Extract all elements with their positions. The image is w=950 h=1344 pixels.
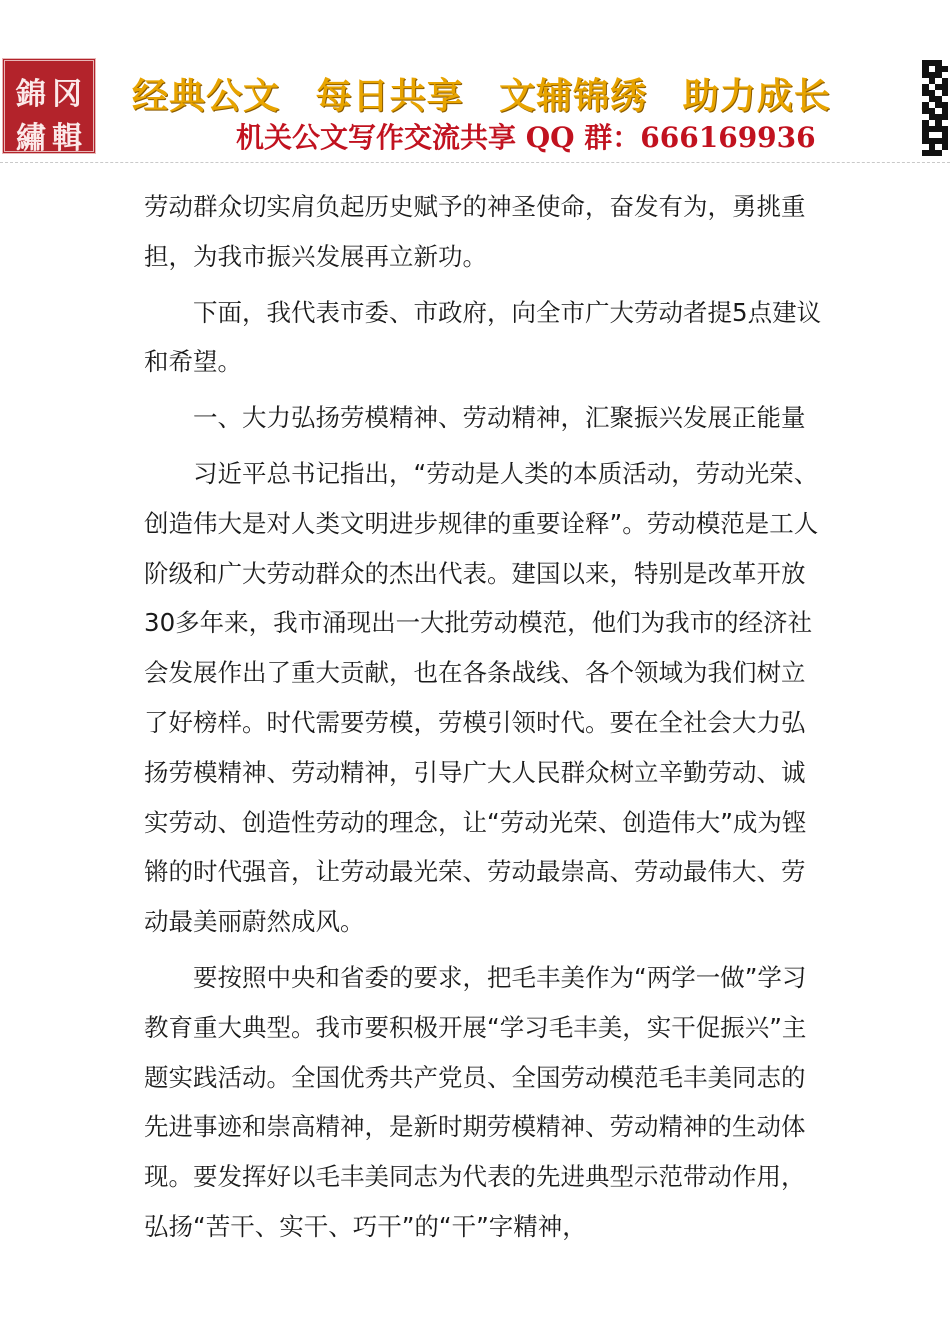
- seal-char: 冈: [52, 77, 82, 112]
- paragraph: 劳动群众切实肩负起历史赋予的神圣使命，奋发有为，勇挑重担，为我市振兴发展再立新功。: [144, 192, 806, 271]
- paragraph: 下面，我代表市委、市政府，向全市广大劳动者提5点建议和希望。: [144, 297, 822, 377]
- slogan-part: 助力成长: [682, 75, 831, 117]
- slogan-part: 经典公文: [132, 75, 281, 117]
- qq-group-line: 机关公文写作交流共享 QQ 群：666169936: [236, 121, 816, 154]
- seal-char: 繡: [16, 121, 46, 156]
- slogan-part: 每日共享: [315, 75, 464, 117]
- seal-logo: [2, 58, 96, 154]
- paragraph: 要按照中央和省委的要求，把毛丰美作为“两学一做”学习教育重大典型。我市要积极开展“学习毛丰美，实干促振兴”主题实践活动。全国优秀共产党员、全国劳动模范毛丰美同志的先进事迹和崇高精神，是新时期劳模精神、劳动精神的生动体现。要发挥好以毛丰美同志为代表的先进典型示范带动作用，弘扬“苦干、实干、巧干”的“干”字精神，: [144, 962, 807, 1241]
- page-header: [0, 0, 950, 163]
- slogan-part: 文辅锦绣: [499, 75, 648, 117]
- seal-char: 錦: [16, 77, 46, 112]
- header-slogan: [132, 68, 912, 119]
- seal-char: 輯: [52, 121, 82, 156]
- paragraph: 习近平总书记指出，“劳动是人类的本质活动，劳动光荣、创造伟大是对人类文明进步规律的重要诠释”。劳动模范是工人阶级和广大劳动群众的杰出代表。建国以来，特别是改革开放30多年来，我市涌现出一大批劳动模范，他们为我市的经济社会发展作出了重大贡献，也在各条战线、各个领域为我们树立了好榜样。时代需要劳模，劳模引领时代。要在全社会大力弘扬劳模精神、劳动精神，引导广大人民群众树立辛勤劳动、诚实劳动、创造性劳动的理念，让“劳动光荣、创造伟大”成为铿锵的时代强音，让劳动最光荣、劳动最崇高、劳动最伟大、劳动最美丽蔚然成风。: [144, 458, 819, 937]
- section-heading: 一、大力弘扬劳模精神、劳动精神，汇聚振兴发展正能量: [193, 403, 806, 433]
- document-body: [144, 182, 824, 1258]
- qr-code-icon: [922, 60, 948, 156]
